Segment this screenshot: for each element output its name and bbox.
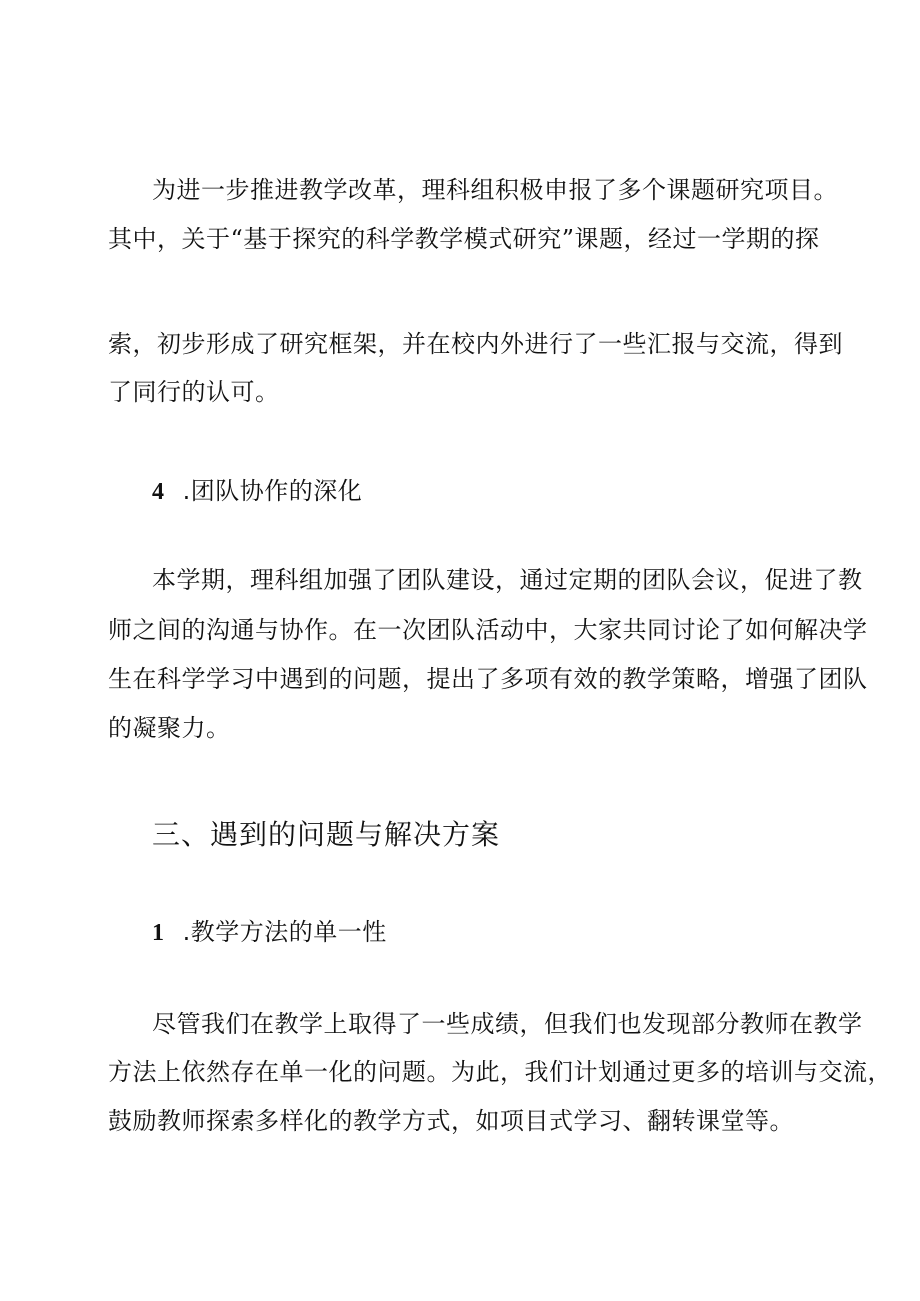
subsection-heading [152, 477, 362, 507]
heading-title: .教学方法的单一性 [182, 918, 387, 946]
paragraph-line: 尽管我们在教学上取得了一些成绩，但我们也发现部分教师在教学 [152, 1010, 863, 1038]
paragraph-line: 为进一步推进教学改革，理科组积极申报了多个课题研究项目。 [152, 176, 838, 204]
paragraph-line: 生在科学学习中遇到的问题，提出了多项有效的教学策略，增强了团队 [108, 665, 868, 693]
paragraph-line: 本学期，理科组加强了团队建设，通过定期的团队会议，促进了教 [152, 566, 863, 594]
section-title: 三、遇到的问题与解决方案 [152, 818, 501, 851]
paragraph-line: 方法上依然存在单一化的问题。为此，我们计划通过更多的培训与交流， [108, 1058, 892, 1086]
paragraph-line: 鼓励教师探索多样化的教学方式，如项目式学习、翻转课堂等。 [108, 1107, 794, 1135]
paragraph-line: 其中，关于“基于探究的科学教学模式研究”课题，经过一学期的探 [108, 225, 820, 253]
heading-title: .团队协作的深化 [182, 477, 363, 505]
paragraph-line: 师之间的沟通与协作。在一次团队活动中，大家共同讨论了如何解决学 [108, 616, 868, 644]
subsection-heading [152, 918, 387, 948]
paragraph-line: 的凝聚力。 [108, 714, 231, 742]
paragraph-line: 索，初步形成了研究框架，并在校内外进行了一些汇报与交流，得到 [108, 330, 843, 358]
heading-number: 4 [152, 479, 165, 505]
paragraph-line: 了同行的认可。 [108, 378, 280, 406]
heading-number: 1 [152, 920, 165, 946]
